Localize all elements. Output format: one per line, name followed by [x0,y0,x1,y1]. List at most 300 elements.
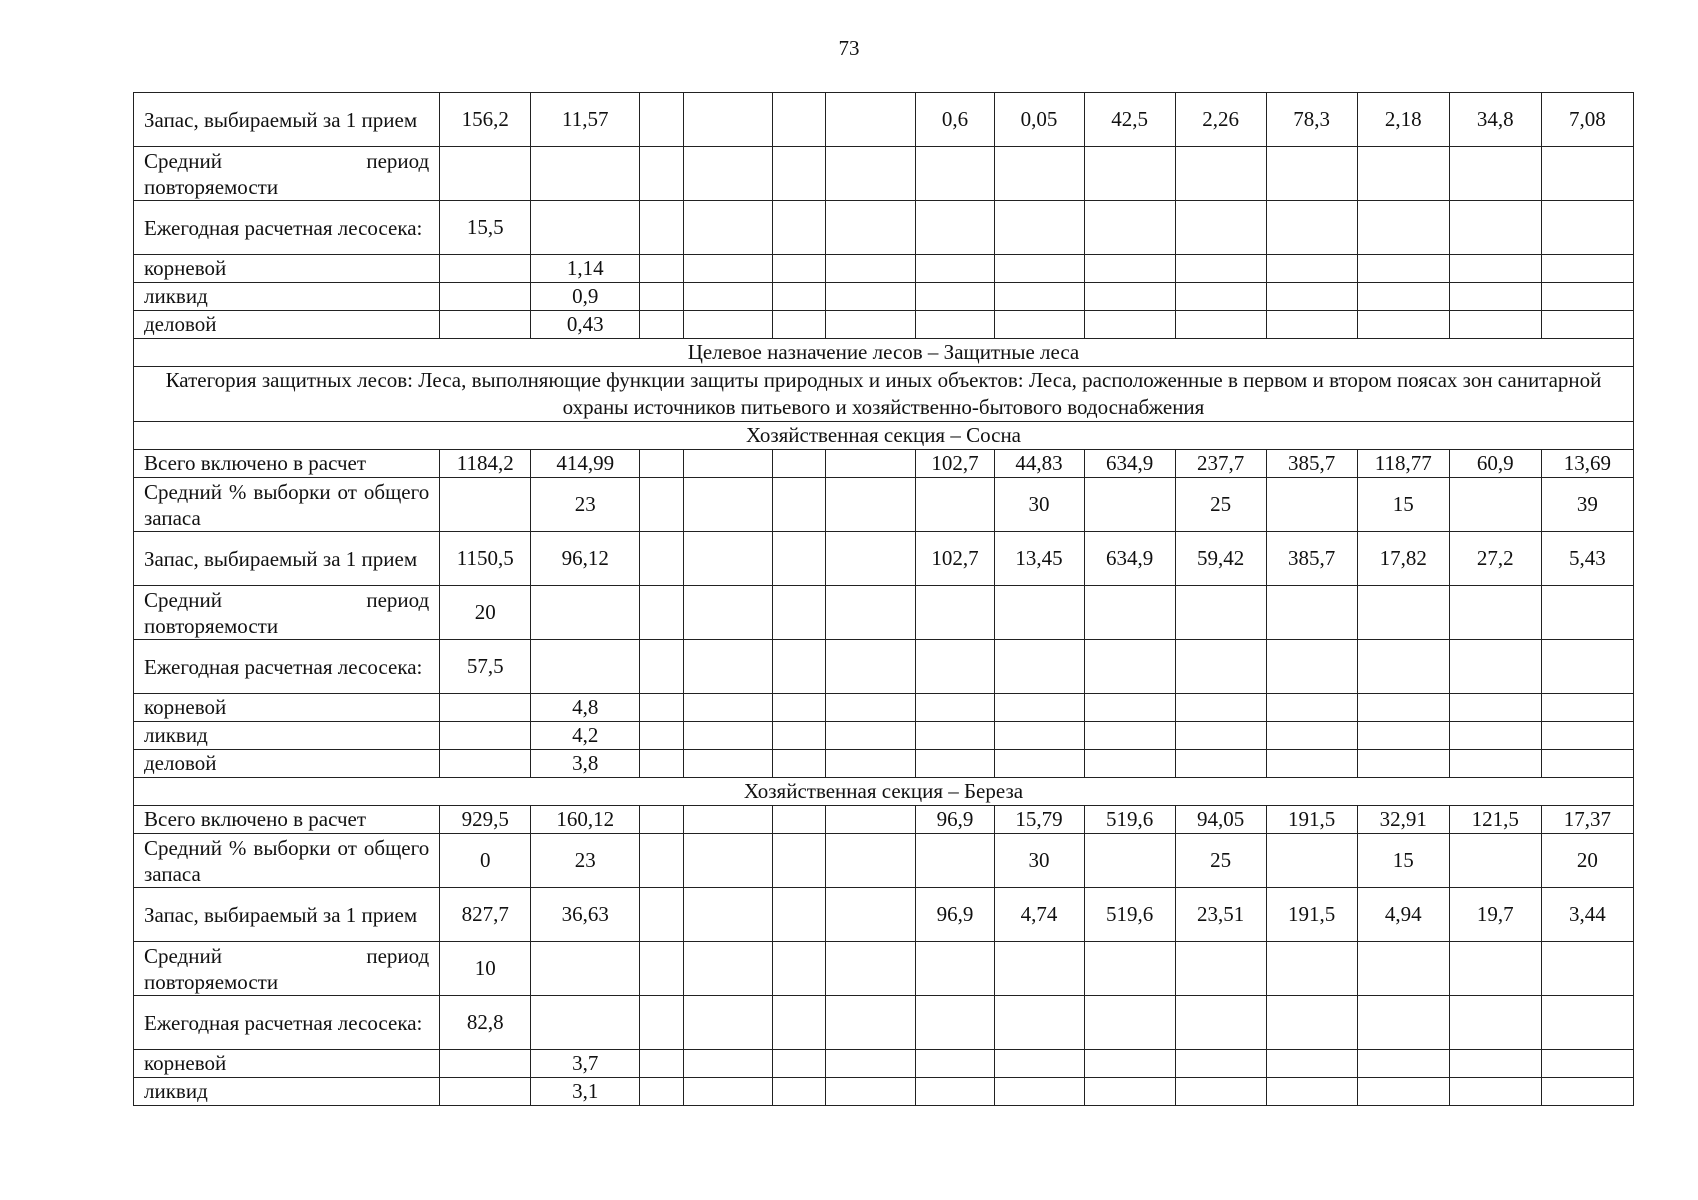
table-cell [1541,996,1633,1050]
table-cell [773,450,826,478]
table-cell [1084,694,1175,722]
table-cell: 4,8 [531,694,640,722]
row-label: Средний % выборки от общего запаса [134,834,440,888]
table-cell [640,750,684,778]
table-cell [640,996,684,1050]
table-cell [1449,201,1541,255]
table-cell [1541,201,1633,255]
table-cell [684,996,773,1050]
table-cell [1449,147,1541,201]
table-cell: 42,5 [1084,93,1175,147]
table-cell [1449,722,1541,750]
table-cell [640,311,684,339]
table-cell: 82,8 [440,996,531,1050]
table-cell [994,311,1084,339]
row-label: ликвид [134,283,440,311]
table-cell: 634,9 [1084,532,1175,586]
table-cell: 15,79 [994,806,1084,834]
table-cell: 44,83 [994,450,1084,478]
table-cell [1449,640,1541,694]
table-cell [1541,283,1633,311]
table-cell: 385,7 [1266,532,1357,586]
table-cell [684,750,773,778]
table-cell: 15 [1357,834,1449,888]
section-header-row [134,367,1634,422]
table-cell [640,532,684,586]
table-cell [440,478,531,532]
table-cell [1266,722,1357,750]
table-row [134,834,1634,888]
table-cell [826,586,916,640]
table-cell [640,722,684,750]
table-cell: 1184,2 [440,450,531,478]
table-cell [994,640,1084,694]
table-row [134,147,1634,201]
table-cell [1357,201,1449,255]
table-cell [684,450,773,478]
table-cell [1266,694,1357,722]
table-cell [640,478,684,532]
table-cell [994,1078,1084,1106]
table-cell: 30 [994,834,1084,888]
table-cell: 96,9 [916,888,994,942]
table-cell: 27,2 [1449,532,1541,586]
row-label: деловой [134,311,440,339]
table-cell [994,942,1084,996]
table-cell: 156,2 [440,93,531,147]
table-cell [440,283,531,311]
table-cell [531,147,640,201]
table-cell [773,996,826,1050]
table-cell: 0,9 [531,283,640,311]
table-cell: 17,37 [1541,806,1633,834]
table-cell [1541,311,1633,339]
table-cell [684,1050,773,1078]
table-cell: 3,8 [531,750,640,778]
table-cell [1084,283,1175,311]
table-cell: 3,1 [531,1078,640,1106]
table-cell [1175,311,1266,339]
table-cell [1357,283,1449,311]
table-cell [994,201,1084,255]
table-cell [1084,942,1175,996]
table-cell [1357,942,1449,996]
table-cell [640,942,684,996]
table-cell [1357,311,1449,339]
table-cell [994,1050,1084,1078]
table-row [134,1078,1634,1106]
section-header: Категория защитных лесов: Леса, выполняющие функции защиты природных и иных объектов: Леса, расположенные в первом и втором поясах зон санитарной охраны источников питьевого и хозяйственно-бытового водоснабжения [134,367,1634,422]
row-label: деловой [134,750,440,778]
table-cell: 118,77 [1357,450,1449,478]
row-label: Всего включено в расчет [134,450,440,478]
table-cell [1266,942,1357,996]
table-cell: 25 [1175,478,1266,532]
table-cell: 634,9 [1084,450,1175,478]
row-label: ликвид [134,1078,440,1106]
table-cell: 15,5 [440,201,531,255]
table-row [134,806,1634,834]
table-cell [773,942,826,996]
table-cell [1175,996,1266,1050]
table-cell: 0,05 [994,93,1084,147]
table-cell: 23 [531,834,640,888]
table-cell: 827,7 [440,888,531,942]
table-cell [826,722,916,750]
table-cell: 191,5 [1266,806,1357,834]
table-cell: 0,6 [916,93,994,147]
table-cell [1175,147,1266,201]
table-cell [1541,1050,1633,1078]
table-cell [640,1078,684,1106]
table-cell: 11,57 [531,93,640,147]
table-cell: 102,7 [916,450,994,478]
table-cell: 32,91 [1357,806,1449,834]
table-cell [1084,255,1175,283]
table-cell [994,996,1084,1050]
table-cell: 20 [1541,834,1633,888]
table-cell [773,93,826,147]
table-cell [916,1050,994,1078]
row-label: корневой [134,1050,440,1078]
row-label: Средний период повторяемости [134,147,440,201]
table-cell [531,201,640,255]
table-cell [1449,942,1541,996]
table-cell [826,93,916,147]
table-cell [640,147,684,201]
table-cell [684,694,773,722]
table-cell [826,201,916,255]
table-cell [1266,311,1357,339]
table-cell [640,255,684,283]
table-cell: 414,99 [531,450,640,478]
page-number: 73 [838,36,860,60]
table-cell: 25 [1175,834,1266,888]
table-cell: 2,18 [1357,93,1449,147]
table-cell [994,255,1084,283]
table-cell [826,750,916,778]
table-cell [1084,750,1175,778]
table-cell [826,942,916,996]
table-cell [773,478,826,532]
table-cell [440,255,531,283]
table-cell [1084,1078,1175,1106]
table-cell [1357,722,1449,750]
table-cell [684,1078,773,1106]
table-cell: 60,9 [1449,450,1541,478]
table-cell [826,255,916,283]
table-cell [773,750,826,778]
table-cell [1175,1050,1266,1078]
table-cell: 39 [1541,478,1633,532]
table-cell: 3,44 [1541,888,1633,942]
table-cell [1449,478,1541,532]
table-cell: 929,5 [440,806,531,834]
table-row [134,450,1634,478]
table-row [134,750,1634,778]
table-cell [773,806,826,834]
table-cell [1449,283,1541,311]
table-cell [916,942,994,996]
table-cell [916,1078,994,1106]
table-cell [826,147,916,201]
table-cell [440,694,531,722]
table-cell [1266,586,1357,640]
table-cell [1357,640,1449,694]
table-cell [826,834,916,888]
section-header: Хозяйственная секция – Сосна [134,422,1634,450]
table-cell: 57,5 [440,640,531,694]
table-cell [440,722,531,750]
table-cell [1266,255,1357,283]
table-cell: 4,2 [531,722,640,750]
table-cell [1449,996,1541,1050]
table-cell: 4,74 [994,888,1084,942]
table-cell [1541,722,1633,750]
table-cell [1084,586,1175,640]
table-cell [826,1050,916,1078]
table-row [134,283,1634,311]
table-cell [994,147,1084,201]
table-cell: 160,12 [531,806,640,834]
table-cell [684,283,773,311]
table-cell [1175,283,1266,311]
table-cell [1357,147,1449,201]
table-cell [440,1078,531,1106]
row-label: Запас, выбираемый за 1 прием [134,532,440,586]
table-cell: 20 [440,586,531,640]
table-cell [1541,750,1633,778]
table-row [134,311,1634,339]
table-cell [1175,640,1266,694]
table-cell: 0 [440,834,531,888]
table-cell [773,283,826,311]
table-cell [1084,201,1175,255]
table-cell [684,478,773,532]
section-header: Целевое назначение лесов – Защитные леса [134,339,1634,367]
table-cell: 4,94 [1357,888,1449,942]
table-cell [994,283,1084,311]
table-cell: 5,43 [1541,532,1633,586]
table-cell [916,834,994,888]
table-cell [1541,586,1633,640]
table-cell [640,450,684,478]
table-cell [994,750,1084,778]
table-cell: 30 [994,478,1084,532]
table-cell: 1150,5 [440,532,531,586]
table-cell [1266,750,1357,778]
section-header-row [134,778,1634,806]
table-cell [1084,722,1175,750]
table-cell [1175,255,1266,283]
table-cell [1084,311,1175,339]
table-cell [1449,586,1541,640]
table-cell [640,201,684,255]
table-cell [826,478,916,532]
table-cell [640,834,684,888]
table-cell [1175,750,1266,778]
table-row [134,888,1634,942]
table-cell [640,888,684,942]
table-cell [1266,201,1357,255]
table-cell [1175,1078,1266,1106]
table-cell: 36,63 [531,888,640,942]
table-cell: 94,05 [1175,806,1266,834]
table-cell [1449,311,1541,339]
table-cell [1175,722,1266,750]
table-cell [826,450,916,478]
table-cell: 102,7 [916,532,994,586]
table-cell [826,311,916,339]
table-cell: 385,7 [1266,450,1357,478]
table-cell: 15 [1357,478,1449,532]
table-cell [1266,147,1357,201]
table-cell [916,640,994,694]
table-cell [916,750,994,778]
row-label: Запас, выбираемый за 1 прием [134,93,440,147]
table-cell [994,722,1084,750]
table-cell [826,694,916,722]
table-cell [773,532,826,586]
table-cell [773,640,826,694]
table-cell [1541,694,1633,722]
table-cell [826,640,916,694]
table-cell [1084,640,1175,694]
table-cell [1541,942,1633,996]
table-cell [640,93,684,147]
table-cell [916,147,994,201]
table-cell: 0,43 [531,311,640,339]
row-label: корневой [134,255,440,283]
row-label: Средний период повторяемости [134,586,440,640]
table-cell [916,586,994,640]
cutting-area-table [133,92,1634,1106]
table-cell [1266,1078,1357,1106]
table-cell [773,1078,826,1106]
table-cell [1357,694,1449,722]
table-row [134,478,1634,532]
table-cell [684,834,773,888]
table-cell [531,586,640,640]
table-cell [531,942,640,996]
row-label: Всего включено в расчет [134,806,440,834]
table-cell [1357,1050,1449,1078]
table-cell [1266,834,1357,888]
table-row [134,694,1634,722]
table-cell [531,640,640,694]
table-cell [826,996,916,1050]
table-cell [684,586,773,640]
table-cell [916,694,994,722]
table-cell [826,888,916,942]
table-cell [916,996,994,1050]
section-header-row [134,422,1634,450]
table-cell: 519,6 [1084,888,1175,942]
table-row [134,996,1634,1050]
table-cell [916,478,994,532]
table-cell [1175,201,1266,255]
table-cell [640,283,684,311]
table-row [134,532,1634,586]
table-cell [773,201,826,255]
table-cell: 13,45 [994,532,1084,586]
table-cell [1541,640,1633,694]
table-cell [1357,996,1449,1050]
table-cell: 96,12 [531,532,640,586]
table-cell [1357,255,1449,283]
row-label: Средний период повторяемости [134,942,440,996]
table-cell [773,834,826,888]
table-cell [773,586,826,640]
row-label: корневой [134,694,440,722]
table-cell [773,1050,826,1078]
table-cell [1175,942,1266,996]
table-cell [1266,478,1357,532]
table-cell [640,586,684,640]
table-cell [773,888,826,942]
table-cell [1084,147,1175,201]
table-cell [916,201,994,255]
table-cell [1449,1078,1541,1106]
table-cell: 34,8 [1449,93,1541,147]
table-cell [1541,1078,1633,1106]
table-cell: 2,26 [1175,93,1266,147]
table-cell: 237,7 [1175,450,1266,478]
table-row [134,640,1634,694]
table-cell [1449,694,1541,722]
table-cell: 519,6 [1084,806,1175,834]
table-cell [684,888,773,942]
table-cell [440,311,531,339]
row-label: Ежегодная расчетная лесосека: [134,640,440,694]
table-row [134,201,1634,255]
table-cell [1084,996,1175,1050]
table-cell: 191,5 [1266,888,1357,942]
table-row [134,1050,1634,1078]
table-cell [1084,478,1175,532]
table-cell [531,996,640,1050]
row-label: Средний % выборки от общего запаса [134,478,440,532]
table-cell [440,1050,531,1078]
table-cell [773,722,826,750]
table-cell [684,532,773,586]
table-cell [1084,1050,1175,1078]
table-cell [1175,694,1266,722]
table-cell [640,1050,684,1078]
table-cell [1266,640,1357,694]
table-cell [1449,834,1541,888]
table-cell [1357,750,1449,778]
table-cell: 121,5 [1449,806,1541,834]
table-cell [1266,283,1357,311]
table-cell [440,750,531,778]
table-cell [773,147,826,201]
table-cell [640,694,684,722]
table-cell: 78,3 [1266,93,1357,147]
table-cell [916,722,994,750]
table-cell [826,532,916,586]
table-cell [684,147,773,201]
table-cell [994,694,1084,722]
row-label: Запас, выбираемый за 1 прием [134,888,440,942]
row-label: Ежегодная расчетная лесосека: [134,201,440,255]
table-cell [640,640,684,694]
table-cell [1084,834,1175,888]
table-cell [684,201,773,255]
table-row [134,255,1634,283]
table-cell [1541,147,1633,201]
table-cell [826,283,916,311]
